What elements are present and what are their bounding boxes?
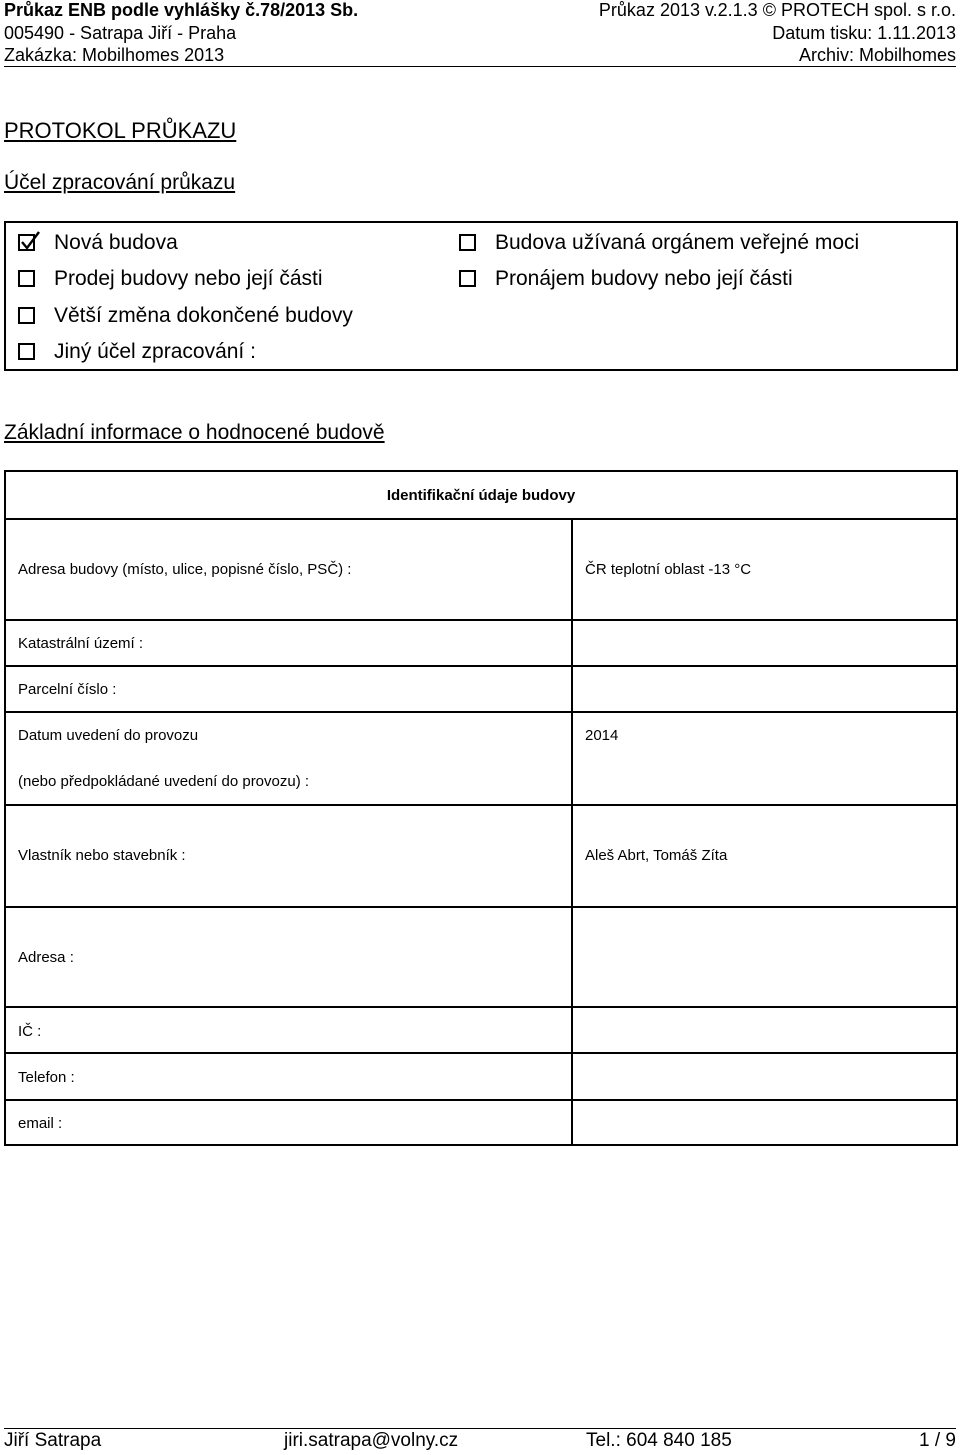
software-version: Průkaz 2013 v.2.1.3 © PROTECH spol. s r.o.	[598, 0, 956, 20]
operation-date-label: Datum uvedení do provozu	[18, 727, 199, 744]
checkbox[interactable]	[18, 307, 35, 324]
ic-label: IČ :	[18, 1023, 42, 1040]
checkmark-icon	[19, 230, 41, 252]
parcel-label: Parcelní číslo :	[18, 681, 117, 698]
email-label: email :	[18, 1115, 63, 1132]
row-divider	[6, 804, 956, 806]
owner-label: Vlastník nebo stavebník :	[18, 847, 186, 864]
owner-value: Aleš Abrt, Tomáš Zíta	[585, 847, 728, 864]
cadastral-label: Katastrální území :	[18, 635, 144, 652]
page-number: 1 / 9	[919, 1430, 956, 1451]
climate-zone-value: ČR teplotní oblast -13 °C	[585, 561, 752, 578]
checkbox[interactable]	[459, 234, 476, 251]
footer-rule	[4, 1428, 956, 1429]
row-divider	[6, 906, 956, 908]
checkbox[interactable]	[18, 270, 35, 287]
job-name: Zakázka: Mobilhomes 2013	[4, 45, 225, 65]
archive-name: Archiv: Mobilhomes	[798, 45, 956, 65]
checkbox-checked[interactable]	[18, 234, 35, 251]
owner-address-label: Adresa :	[18, 949, 74, 966]
option-label: Jiný účel zpracování :	[54, 340, 256, 363]
identification-table	[4, 470, 958, 1146]
operation-date-note: (nebo předpokládané uvedení do provozu) :	[18, 773, 310, 790]
option-label: Větší změna dokončené budovy	[54, 304, 353, 327]
print-date: Datum tisku: 1.11.2013	[772, 23, 956, 43]
option-label: Pronájem budovy nebo její části	[495, 267, 793, 290]
checkbox[interactable]	[18, 343, 35, 360]
row-divider	[6, 665, 956, 667]
purpose-heading: Účel zpracování průkazu	[4, 171, 236, 194]
row-divider	[6, 1052, 956, 1054]
option-label: Prodej budovy nebo její části	[54, 267, 323, 290]
footer-phone: Tel.: 604 840 185	[586, 1430, 732, 1451]
footer-name: Jiří Satrapa	[4, 1430, 102, 1451]
basic-info-heading: Základní informace o hodnocené budově	[4, 421, 385, 444]
purpose-box	[4, 221, 958, 371]
header-rule	[4, 66, 956, 67]
footer-email: jiri.satrapa@volny.cz	[284, 1430, 459, 1451]
author-line: 005490 - Satrapa Jiří - Praha	[4, 23, 237, 43]
row-divider	[6, 1006, 956, 1008]
table-title: Identifikační údaje budovy	[386, 487, 576, 504]
row-divider	[6, 518, 956, 520]
row-divider	[6, 711, 956, 713]
option-label: Nová budova	[54, 231, 178, 254]
column-divider	[571, 518, 573, 1146]
address-label: Adresa budovy (místo, ulice, popisné číslo, PSČ) :	[18, 561, 352, 578]
checkbox[interactable]	[459, 270, 476, 287]
row-divider	[6, 619, 956, 621]
operation-date-value: 2014	[585, 727, 619, 744]
protocol-title: PROTOKOL PRŮKAZU	[4, 118, 237, 143]
option-label: Budova užívaná orgánem veřejné moci	[495, 231, 860, 254]
row-divider	[6, 1099, 956, 1101]
phone-label: Telefon :	[18, 1069, 75, 1086]
document-title: Průkaz ENB podle vyhlášky č.78/2013 Sb.	[4, 0, 359, 20]
